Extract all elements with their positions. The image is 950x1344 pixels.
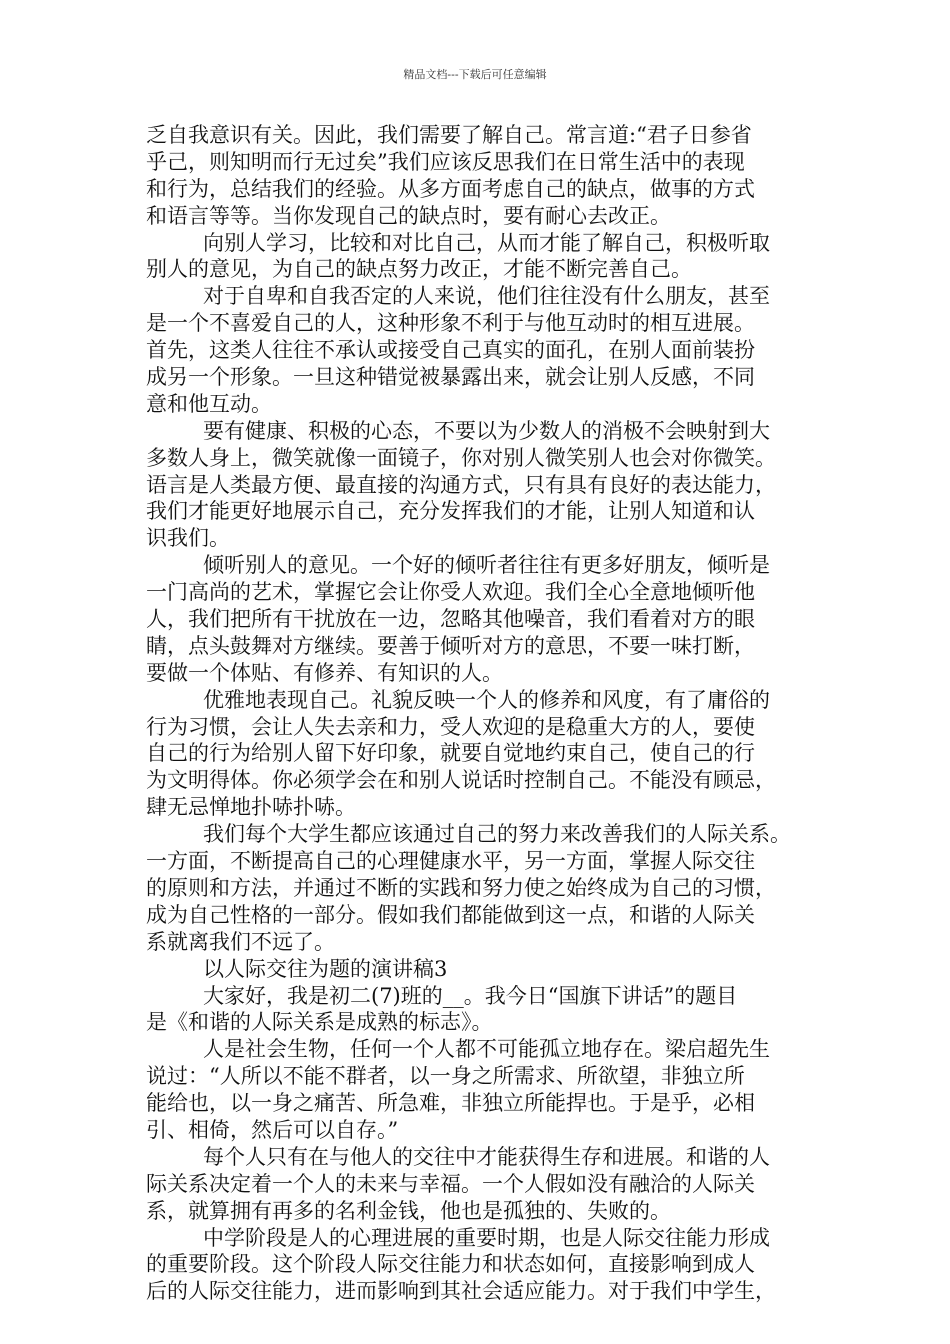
text-line: 倾听别人的意见。一个好的倾听者往往有更多好朋友，倾听是 [203, 553, 770, 578]
text-line: 和语言等等。当你发现自己的缺点时，要有耐心去改正。 [146, 203, 671, 228]
text-line: 首先，这类人往往不承认或接受自己真实的面孔，在别人面前装扮 [146, 338, 755, 363]
text-line: 是一个不喜爱自己的人，这种形象不利于与他互动时的相互进展。 [146, 311, 755, 336]
text-line: 意和他互动。 [146, 391, 272, 416]
text-line: 系，就算拥有再多的名利金钱，他也是孤独的、失败的。 [146, 1198, 671, 1223]
text-line: 要有健康、积极的心态，不要以为少数人的消极不会映射到大 [203, 418, 770, 443]
text-line: 的重要阶段。这个阶段人际交往能力和状态如何，直接影响到成人 [146, 1252, 755, 1277]
text-line: 我们每个大学生都应该通过自己的努力来改善我们的人际关系。 [203, 822, 791, 847]
text-line: 一方面，不断提高自己的心理健康水平，另一方面，掌握人际交往 [146, 849, 755, 874]
text-line: 中学阶段是人的心理进展的重要时期，也是人际交往能力形成 [203, 1225, 770, 1250]
text-line: 成为自己性格的一部分。假如我们都能做到这一点，和谐的人际关 [146, 902, 755, 927]
text-line: 自己的行为给别人留下好印象，就要自觉地约束自己，使自己的行 [146, 741, 755, 766]
text-line: 乎己，则知明而行无过矣”我们应该反思我们在日常生活中的表现 [146, 149, 745, 174]
text-line: 多数人身上，微笑就像一面镜子，你对别人微笑别人也会对你微笑。 [146, 445, 776, 470]
text-line: 系就离我们不远了。 [146, 929, 335, 954]
text-line: 引、相倚，然后可以自存。” [146, 1117, 399, 1142]
text-line: 大家好，我是初二(7)班的__。我今日“国旗下讲话”的题目 [203, 983, 738, 1008]
text-line: 行为习惯，会让人失去亲和力，受人欢迎的是稳重大方的人，要使 [146, 714, 755, 739]
text-line: 是《和谐的人际关系是成熟的标志》。 [146, 1010, 493, 1035]
text-line: 每个人只有在与他人的交往中才能获得生存和进展。和谐的人 [203, 1144, 770, 1169]
text-line: 对于自卑和自我否定的人来说，他们往往没有什么朋友，甚至 [203, 284, 770, 309]
text-line: 人是社会生物，任何一个人都不可能孤立地存在。梁启超先生 [203, 1037, 770, 1062]
text-line: 睛，点头鼓舞对方继续。要善于倾听对方的意思，不要一味打断， [146, 633, 755, 658]
text-line: 向别人学习，比较和对比自己，从而才能了解自己，积极听取 [203, 230, 770, 255]
text-line: 要做一个体贴、有修养、有知识的人。 [146, 660, 503, 685]
text-line: 以人际交往为题的演讲稿3 [203, 956, 448, 981]
text-line: 识我们。 [146, 526, 230, 551]
text-line: 乏自我意识有关。因此，我们需要了解自己。常言道:“君子日参省 [146, 123, 752, 147]
text-line: 成另一个形象。一旦这种错觉被暴露出来，就会让别人反感，不同 [146, 365, 755, 390]
document-body [146, 122, 822, 1305]
text-line: 人，我们把所有干扰放在一边，忽略其他噪音，我们看着对方的眼 [146, 607, 755, 632]
text-line: 别人的意见，为自己的缺点努力改正，才能不断完善自己。 [146, 257, 692, 282]
text-line: 语言是人类最方便、最直接的沟通方式，只有具有良好的表达能力， [146, 472, 776, 497]
text-line: 一门高尚的艺术，掌握它会让你受人欢迎。我们全心全意地倾听他 [146, 580, 755, 605]
text-line: 和行为，总结我们的经验。从多方面考虑自己的缺点，做事的方式 [146, 176, 755, 201]
text-line: 优雅地表现自己。礼貌反映一个人的修养和风度，有了庸俗的 [203, 687, 770, 712]
text-line: 肆无忌惮地扑哧扑哧。 [146, 795, 356, 820]
text-line: 说过：“人所以不能不群者，以一身之所需求、所欲望，非独立所 [146, 1064, 745, 1089]
text-line: 后的人际交往能力，进而影响到其社会适应能力。对于我们中学生， [146, 1279, 776, 1304]
text-line: 能给也，以一身之痛苦、所急难，非独立所能捍也。于是乎，必相 [146, 1091, 755, 1116]
text-line: 际关系决定着一个人的未来与幸福。一个人假如没有融洽的人际关 [146, 1171, 755, 1196]
text-line: 的原则和方法，并通过不断的实践和努力使之始终成为自己的习惯， [146, 875, 776, 900]
text-line: 为文明得体。你必须学会在和别人说话时控制自己。不能没有顾忌， [146, 768, 776, 793]
page-header: 精品文档---下载后可任意编辑 [403, 68, 547, 81]
text-line: 我们才能更好地展示自己，充分发挥我们的才能，让别人知道和认 [146, 499, 755, 524]
